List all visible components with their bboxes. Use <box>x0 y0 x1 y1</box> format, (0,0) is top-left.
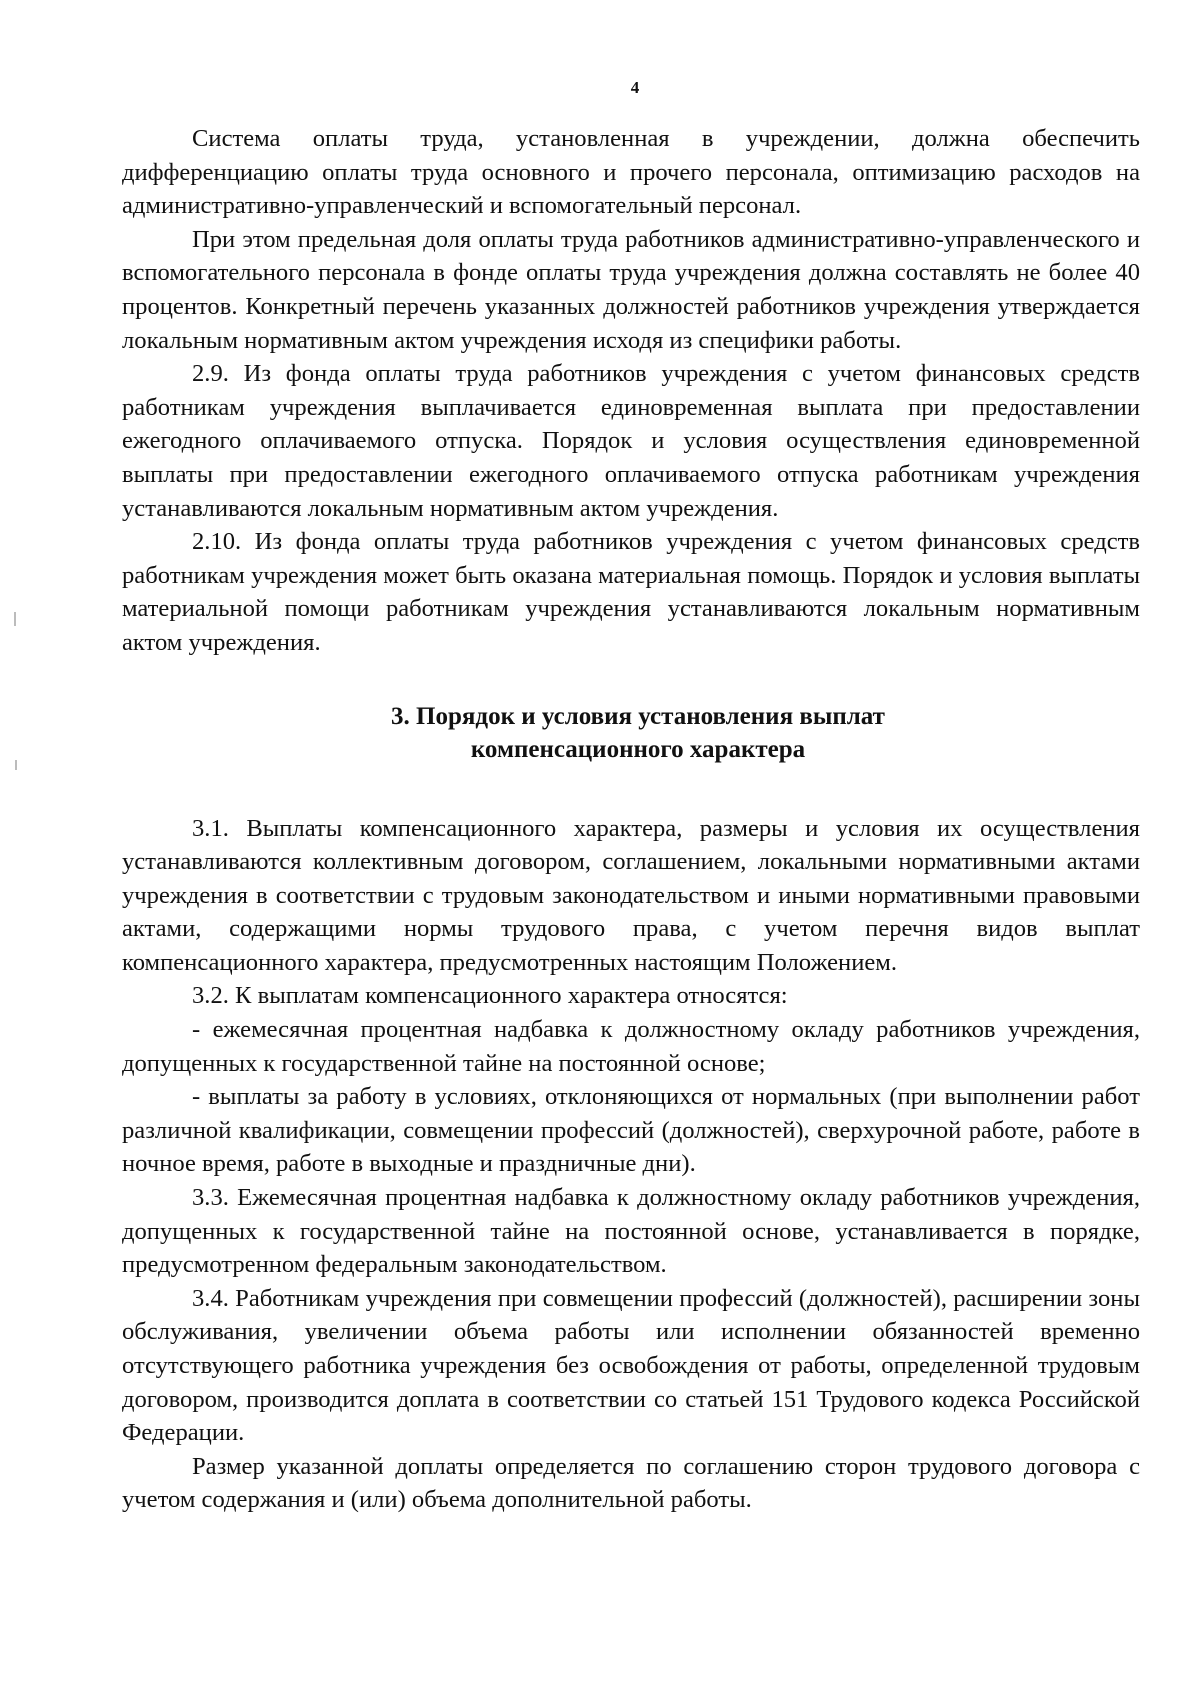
paragraph-3-3: 3.3. Ежемесячная процентная надбавка к должностному окладу работников учреждения, допущенных к государственной тайне на постоянной основе, устанавливается в порядке, предусмотренном федеральным законодательством. <box>122 1184 1140 1279</box>
spacer <box>122 766 1140 812</box>
scan-artifact <box>14 612 16 626</box>
paragraph-3-4: 3.4. Работникам учреждения при совмещении профессий (должностей), расширении зоны обслуживания, увеличении объема работы или исполнении обязанностей временно отсутствующего работника учреждения без освобождения от работы, определенной трудовым договором, производится доплата в соответствии со статьей 151 Трудового кодекса Российской Федерации. <box>122 1284 1140 1447</box>
list-item: - выплаты за работу в условиях, отклоняющихся от нормальных (при выполнении работ различной квалификации, совмещении профессий (должностей), сверхурочной работе, работе в ночное время, работе в выходные и праздничные дни). <box>122 1083 1140 1178</box>
paragraph-3-2: 3.2. К выплатам компенсационного характера относятся: <box>192 982 788 1010</box>
paragraph-2-9: 2.9. Из фонда оплаты труда работников учреждения с учетом финансовых средств работникам учреждения выплачивается единовременная выплата при предоставлении ежегодного оплачиваемого отпуска. Порядок и условия осуществления единовременной выплаты при предоставлении ежегодного оплачиваемого отпуска работникам учреждения устанавливаются локальным нормативным актом учреждения. <box>122 360 1140 522</box>
spacer <box>122 660 1140 700</box>
paragraph-2-10: 2.10. Из фонда оплаты труда работников учреждения с учетом финансовых средств работникам учреждения может быть оказана материальная помощь. Порядок и условия выплаты материальной помощи работникам учреждения устанавливаются локальным нормативным актом учреждения. <box>122 528 1140 656</box>
list-item: - ежемесячная процентная надбавка к должностному окладу работников учреждения, допущенных к государственной тайне на постоянной основе; <box>122 1016 1140 1077</box>
paragraph: При этом предельная доля оплаты труда работников административно-управленческого и вспомогательного персонала в фонде оплаты труда учреждения должна составлять не более 40 процентов. Конкретный перечень указанных должностей работников учреждения утверждается локальным нормативным актом учреждения исходя из специфики работы. <box>122 225 1140 354</box>
section-heading-line-1: 3. Порядок и условия установления выплат <box>391 702 885 730</box>
document-body <box>122 122 1140 1517</box>
section-heading-line-2: компенсационного характера <box>470 735 806 763</box>
page-number: 4 <box>630 78 640 97</box>
paragraph-3-1: 3.1. Выплаты компенсационного характера, размеры и условия их осуществления устанавливаются коллективным договором, соглашением, локальными нормативными актами учреждения в соответствии с трудовым законодательством и иными нормативными правовыми актами, содержащими нормы трудового права, с учетом перечня видов выплат компенсационного характера, предусмотренных настоящим Положением. <box>122 814 1140 976</box>
paragraph: Размер указанной доплаты определяется по соглашению сторон трудового договора с учетом содержания и (или) объема дополнительной работы. <box>122 1452 1140 1514</box>
paragraph: Система оплаты труда, установленная в учреждении, должна обеспечить дифференциацию оплаты труда основного и прочего персонала, оптимизацию расходов на административно-управленческий и вспомогательный персонал. <box>122 125 1140 220</box>
scan-artifact <box>15 760 17 770</box>
